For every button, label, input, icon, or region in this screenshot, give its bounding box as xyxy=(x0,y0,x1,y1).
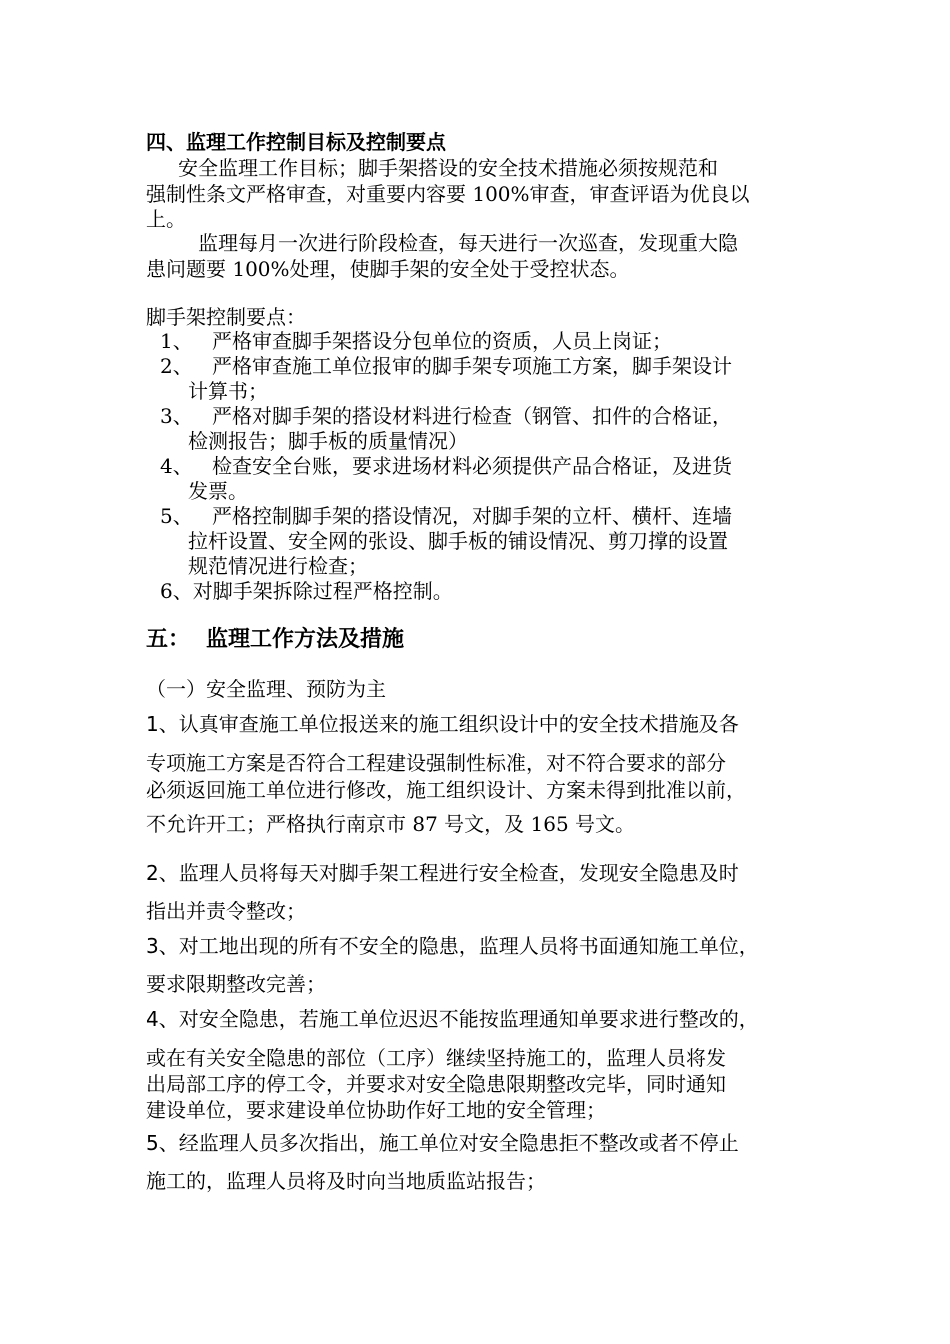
paragraph-line: 要求限期整改完善； xyxy=(146,972,326,996)
paragraph-line: 2、监理人员将每天对脚手架工程进行安全检查，发现安全隐患及时 xyxy=(146,861,739,885)
paragraph-line: 施工的，监理人员将及时向当地质监站报告； xyxy=(146,1169,546,1193)
para1-line3: 上。 xyxy=(146,207,186,231)
list-item-number: 3、 xyxy=(160,404,193,428)
paragraph-line: 专项施工方案是否符合工程建设强制性标准，对不符合要求的部分 xyxy=(146,751,726,775)
list-item-text: 严格对脚手架的搭设材料进行检查（钢管、扣件的合格证， xyxy=(212,404,732,428)
paragraph-line: 必须返回施工单位进行修改，施工组织设计、方案未得到批准以前， xyxy=(146,778,746,802)
para1-line1: 安全监理工作目标；脚手架搭设的安全技术措施必须按规范和 xyxy=(178,156,718,180)
para2-line1: 监理每月一次进行阶段检查，每天进行一次巡查，发现重大隐 xyxy=(198,231,738,255)
section5-heading: 监理工作方法及措施 xyxy=(206,626,405,652)
section4-heading: 四、监理工作控制目标及控制要点 xyxy=(146,130,446,154)
list-item-number: 1、 xyxy=(160,329,193,353)
list-item-text: 规范情况进行检查； xyxy=(188,554,368,578)
paragraph-line: 不允许开工；严格执行南京市 87 号文，及 165 号文。 xyxy=(146,812,636,836)
list-item-text: 拉杆设置、安全网的张设、脚手板的铺设情况、剪刀撑的设置 xyxy=(188,529,728,553)
paragraph-line: 指出并责令整改； xyxy=(146,899,306,923)
list-item-6: 6、对脚手架拆除过程严格控制。 xyxy=(160,579,453,603)
list-item-text: 严格控制脚手架的搭设情况，对脚手架的立杆、横杆、连墙 xyxy=(212,504,732,528)
list-item-text: 检查安全台账，要求进场材料必须提供产品合格证，及进货 xyxy=(212,454,732,478)
subsection-heading: （一）安全监理、预防为主 xyxy=(146,677,386,701)
paragraph-line: 1、认真审查施工单位报送来的施工组织设计中的安全技术措施及各 xyxy=(146,712,739,736)
list-item-text: 发票。 xyxy=(188,479,248,503)
list-item-text: 严格审查脚手架搭设分包单位的资质，人员上岗证； xyxy=(212,329,672,353)
paragraph-line: 5、经监理人员多次指出，施工单位对安全隐患拒不整改或者不停止 xyxy=(146,1131,739,1155)
list-item-number: 4、 xyxy=(160,454,193,478)
list-item-number: 5、 xyxy=(160,504,193,528)
paragraph-line: 4、对安全隐患，若施工单位迟迟不能按监理通知单要求进行整改的， xyxy=(146,1007,759,1031)
control-points-heading: 脚手架控制要点： xyxy=(146,305,306,329)
paragraph-line: 建设单位，要求建设单位协助作好工地的安全管理； xyxy=(146,1098,606,1122)
section5-heading-number: 五： xyxy=(146,626,191,652)
para2-line2: 患问题要 100%处理，使脚手架的安全处于受控状态。 xyxy=(146,257,630,281)
paragraph-line: 或在有关安全隐患的部位（工序）继续坚持施工的，监理人员将发 xyxy=(146,1046,726,1070)
paragraph-line: 出局部工序的停工令，并要求对安全隐患限期整改完毕，同时通知 xyxy=(146,1072,726,1096)
list-item-text: 计算书； xyxy=(188,379,268,403)
list-item-number: 2、 xyxy=(160,354,193,378)
paragraph-line: 3、对工地出现的所有不安全的隐患，监理人员将书面通知施工单位， xyxy=(146,934,759,958)
list-item-text: 严格审查施工单位报审的脚手架专项施工方案，脚手架设计 xyxy=(212,354,732,378)
list-item-text: 检测报告；脚手板的质量情况） xyxy=(188,429,468,453)
para1-line2: 强制性条文严格审查，对重要内容要 100%审查，审查评语为优良以 xyxy=(146,182,750,206)
